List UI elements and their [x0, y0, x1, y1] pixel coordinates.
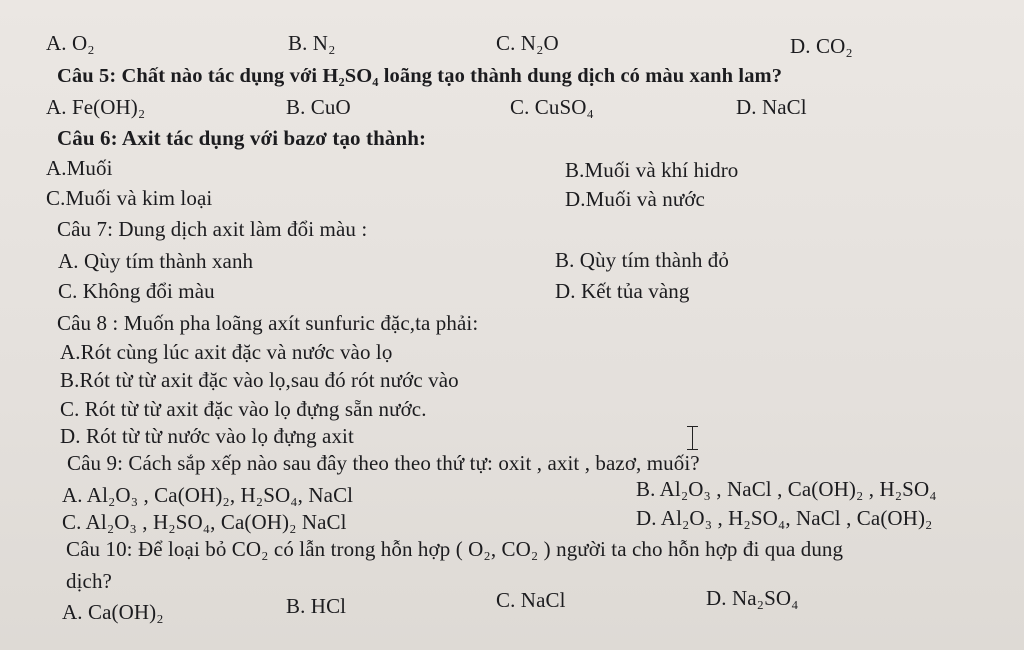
q10-option-c: C. NaCl [496, 588, 566, 612]
q9-option-b: B. Al₂O₃ , NaCl , Ca(OH)₂ , H₂SO₄ [636, 477, 937, 501]
q6-option-d: D.Muối và nước [565, 187, 705, 211]
q7-option-b: B. Qùy tím thành đỏ [555, 248, 729, 272]
q9-question: Câu 9: Cách sắp xếp nào sau đây theo theo thứ tự: oxit , axit , bazơ, muối? [67, 451, 700, 475]
q8-option-a: A.Rót cùng lúc axit đặc và nước vào lọ [60, 340, 393, 364]
q6-question: Câu 6: Axit tác dụng với bazơ tạo thành: [57, 126, 427, 150]
q8-question: Câu 8 : Muốn pha loãng axít sunfuric đặc,ta phải: [57, 311, 479, 335]
q4-option-c: C. N₂O [496, 31, 559, 55]
q10-option-a: A. Ca(OH)₂ [62, 600, 164, 624]
q10-option-b: B. HCl [286, 594, 347, 618]
q6-option-a: A.Muối [46, 156, 113, 180]
q5-option-c: C. CuSO₄ [510, 95, 594, 119]
q5-option-b: B. CuO [286, 95, 351, 119]
q4-option-d: D. CO₂ [790, 34, 853, 58]
q5-option-a: A. Fe(OH)₂ [46, 95, 146, 119]
q5-question: Câu 5: Chất nào tác dụng với H₂SO₄ loãng tạo thành dung dịch có màu xanh lam? [57, 65, 783, 87]
q9-option-d: D. Al₂O₃ , H₂SO₄, NaCl , Ca(OH)₂ [636, 506, 933, 530]
q6-option-c: C.Muối và kim loại [46, 186, 213, 210]
q7-option-c: C. Không đổi màu [58, 279, 215, 303]
q7-question: Câu 7: Dung dịch axit làm đổi màu : [57, 217, 368, 241]
q8-option-b: B.Rót từ từ axit đặc vào lọ,sau đó rót nước vào [60, 368, 459, 392]
q5-option-d: D. NaCl [736, 95, 807, 119]
q10-option-d: D. Na₂SO₄ [706, 586, 799, 610]
q10-question-line1: Câu 10: Để loại bỏ CO₂ có lẫn trong hỗn hợp ( O₂, CO₂ ) người ta cho hỗn hợp đi qua dung [66, 537, 844, 561]
q9-option-a: A. Al₂O₃ , Ca(OH)₂, H₂SO₄, NaCl [62, 483, 354, 507]
q8-option-d: D. Rót từ từ nước vào lọ đựng axit [60, 424, 354, 448]
q10-question-line2: dịch? [66, 569, 112, 593]
q9-option-c: C. Al₂O₃ , H₂SO₄, Ca(OH)₂ NaCl [62, 510, 347, 534]
q8-option-c: C. Rót từ từ axit đặc vào lọ đựng sẵn nước. [60, 397, 427, 421]
q7-option-d: D. Kết tủa vàng [555, 279, 690, 303]
q4-option-b: B. N₂ [288, 31, 336, 55]
q4-option-a: A. O₂ [46, 31, 95, 55]
text-cursor-icon [692, 426, 703, 450]
q6-option-b: B.Muối và khí hidro [565, 158, 739, 182]
q7-option-a: A. Qùy tím thành xanh [58, 249, 254, 273]
